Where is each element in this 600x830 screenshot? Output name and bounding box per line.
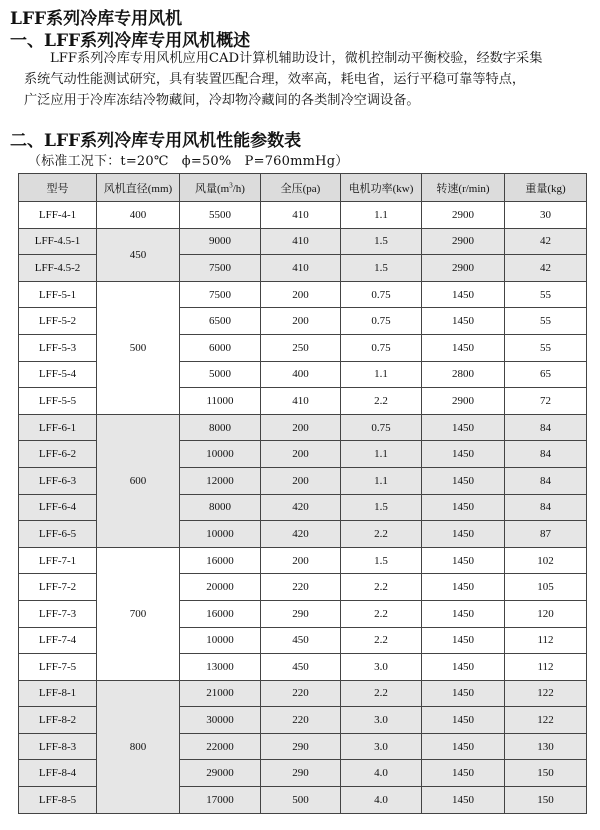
cell-weight: 112 bbox=[505, 654, 587, 681]
cell-weight: 72 bbox=[505, 388, 587, 415]
cell-speed: 1450 bbox=[422, 654, 505, 681]
overview-line-3: 广泛应用于冷库冻结冷物藏间，冷却物冷藏间的各类制冷空调设备。 bbox=[24, 93, 420, 108]
cell-speed: 1450 bbox=[422, 467, 505, 494]
cell-airflow: 30000 bbox=[180, 707, 261, 734]
cell-weight: 130 bbox=[505, 733, 587, 760]
cell-pressure: 410 bbox=[261, 228, 341, 255]
header-pressure: 全压(pa) bbox=[261, 174, 341, 202]
cell-pressure: 250 bbox=[261, 334, 341, 361]
cell-power: 3.0 bbox=[341, 733, 422, 760]
cell-weight: 150 bbox=[505, 760, 587, 787]
cell-power: 1.1 bbox=[341, 467, 422, 494]
cell-model: LFF-5-4 bbox=[19, 361, 97, 388]
cell-model: LFF-5-5 bbox=[19, 388, 97, 415]
cell-diameter: 500 bbox=[97, 281, 180, 414]
cell-model: LFF-8-1 bbox=[19, 680, 97, 707]
cell-airflow: 21000 bbox=[180, 680, 261, 707]
cell-speed: 1450 bbox=[422, 787, 505, 814]
cell-pressure: 220 bbox=[261, 574, 341, 601]
cell-airflow: 10000 bbox=[180, 627, 261, 654]
cell-model: LFF-8-2 bbox=[19, 707, 97, 734]
cell-power: 1.5 bbox=[341, 547, 422, 574]
cell-speed: 1450 bbox=[422, 441, 505, 468]
cell-airflow: 7500 bbox=[180, 281, 261, 308]
cell-pressure: 220 bbox=[261, 707, 341, 734]
cell-weight: 150 bbox=[505, 787, 587, 814]
cell-speed: 2900 bbox=[422, 202, 505, 229]
cell-model: LFF-5-3 bbox=[19, 334, 97, 361]
section2-heading: 二、LFF系列冷库专用风机性能参数表 bbox=[10, 131, 302, 151]
header-airflow bbox=[180, 174, 261, 202]
cell-model: LFF-4.5-1 bbox=[19, 228, 97, 255]
cell-weight: 42 bbox=[505, 228, 587, 255]
cell-power: 0.75 bbox=[341, 281, 422, 308]
cell-power: 1.5 bbox=[341, 494, 422, 521]
section1-heading: 一、LFF系列冷库专用风机概述 bbox=[10, 31, 251, 51]
cell-pressure: 450 bbox=[261, 654, 341, 681]
cell-weight: 30 bbox=[505, 202, 587, 229]
overview-line-1: LFF系列冷库专用风机应用CAD计算机辅助设计，微机控制动平衡校验，经数字采集 bbox=[50, 51, 543, 66]
cell-model: LFF-7-4 bbox=[19, 627, 97, 654]
cell-pressure: 200 bbox=[261, 308, 341, 335]
cell-power: 0.75 bbox=[341, 334, 422, 361]
document-title: LFF系列冷库专用风机 bbox=[10, 9, 183, 29]
cell-speed: 1450 bbox=[422, 521, 505, 548]
header-diameter: 风机直径(mm) bbox=[97, 174, 180, 202]
cell-speed: 1450 bbox=[422, 414, 505, 441]
cell-pressure: 200 bbox=[261, 467, 341, 494]
cell-airflow: 29000 bbox=[180, 760, 261, 787]
cell-power: 2.2 bbox=[341, 600, 422, 627]
cell-pressure: 500 bbox=[261, 787, 341, 814]
cell-weight: 112 bbox=[505, 627, 587, 654]
performance-table bbox=[18, 173, 587, 814]
cell-model: LFF-7-3 bbox=[19, 600, 97, 627]
cell-model: LFF-6-4 bbox=[19, 494, 97, 521]
cell-model: LFF-7-5 bbox=[19, 654, 97, 681]
cell-weight: 55 bbox=[505, 334, 587, 361]
header-power: 电机功率(kw) bbox=[341, 174, 422, 202]
table-row bbox=[19, 547, 587, 574]
cell-power: 0.75 bbox=[341, 308, 422, 335]
cell-power: 3.0 bbox=[341, 654, 422, 681]
cell-model: LFF-7-2 bbox=[19, 574, 97, 601]
cell-airflow: 10000 bbox=[180, 521, 261, 548]
cell-model: LFF-4.5-2 bbox=[19, 255, 97, 282]
cell-airflow: 6000 bbox=[180, 334, 261, 361]
cell-pressure: 290 bbox=[261, 733, 341, 760]
cell-power: 0.75 bbox=[341, 414, 422, 441]
cell-pressure: 450 bbox=[261, 627, 341, 654]
cell-speed: 2900 bbox=[422, 255, 505, 282]
cell-diameter: 450 bbox=[97, 228, 180, 281]
header-airflow-tail: /h) bbox=[232, 182, 245, 195]
header-speed: 转速(r/min) bbox=[422, 174, 505, 202]
cell-speed: 1450 bbox=[422, 281, 505, 308]
cell-power: 1.5 bbox=[341, 255, 422, 282]
cell-speed: 1450 bbox=[422, 600, 505, 627]
cell-pressure: 200 bbox=[261, 547, 341, 574]
cell-speed: 1450 bbox=[422, 680, 505, 707]
cell-speed: 1450 bbox=[422, 547, 505, 574]
cell-model: LFF-4-1 bbox=[19, 202, 97, 229]
cell-airflow: 22000 bbox=[180, 733, 261, 760]
cell-pressure: 410 bbox=[261, 255, 341, 282]
cell-model: LFF-6-3 bbox=[19, 467, 97, 494]
cell-airflow: 16000 bbox=[180, 600, 261, 627]
cell-weight: 122 bbox=[505, 707, 587, 734]
cell-power: 1.1 bbox=[341, 441, 422, 468]
cell-pressure: 200 bbox=[261, 441, 341, 468]
cell-weight: 84 bbox=[505, 467, 587, 494]
cell-speed: 1450 bbox=[422, 627, 505, 654]
cell-airflow: 6500 bbox=[180, 308, 261, 335]
cell-airflow: 9000 bbox=[180, 228, 261, 255]
cell-weight: 84 bbox=[505, 414, 587, 441]
cell-weight: 102 bbox=[505, 547, 587, 574]
table-row bbox=[19, 228, 587, 255]
overview-line-2: 系统气动性能测试研究，具有装置匹配合理，效率高，耗电省，运行平稳可靠等特点， bbox=[24, 72, 526, 87]
cell-airflow: 11000 bbox=[180, 388, 261, 415]
cell-weight: 122 bbox=[505, 680, 587, 707]
table-header-row bbox=[19, 174, 587, 202]
cell-weight: 120 bbox=[505, 600, 587, 627]
cell-model: LFF-6-5 bbox=[19, 521, 97, 548]
header-weight: 重量(kg) bbox=[505, 174, 587, 202]
cell-diameter: 400 bbox=[97, 202, 180, 229]
cell-model: LFF-8-4 bbox=[19, 760, 97, 787]
cell-weight: 55 bbox=[505, 308, 587, 335]
cell-airflow: 5500 bbox=[180, 202, 261, 229]
cell-diameter: 600 bbox=[97, 414, 180, 547]
cell-airflow: 17000 bbox=[180, 787, 261, 814]
cell-pressure: 290 bbox=[261, 600, 341, 627]
cell-model: LFF-7-1 bbox=[19, 547, 97, 574]
cell-speed: 1450 bbox=[422, 334, 505, 361]
cell-speed: 1450 bbox=[422, 574, 505, 601]
cell-model: LFF-8-3 bbox=[19, 733, 97, 760]
table-row bbox=[19, 414, 587, 441]
cell-speed: 1450 bbox=[422, 494, 505, 521]
cell-power: 2.2 bbox=[341, 521, 422, 548]
cell-airflow: 7500 bbox=[180, 255, 261, 282]
header-airflow-label: 风量(m bbox=[195, 182, 230, 195]
cell-pressure: 200 bbox=[261, 414, 341, 441]
cell-diameter: 800 bbox=[97, 680, 180, 813]
cell-power: 4.0 bbox=[341, 787, 422, 814]
table-row bbox=[19, 281, 587, 308]
cell-airflow: 12000 bbox=[180, 467, 261, 494]
cell-pressure: 200 bbox=[261, 281, 341, 308]
table-row bbox=[19, 680, 587, 707]
cell-power: 1.5 bbox=[341, 228, 422, 255]
cell-airflow: 13000 bbox=[180, 654, 261, 681]
header-airflow-sup: 3 bbox=[229, 180, 233, 189]
cell-weight: 84 bbox=[505, 441, 587, 468]
table-row bbox=[19, 202, 587, 229]
cell-diameter: 700 bbox=[97, 547, 180, 680]
cell-speed: 1450 bbox=[422, 707, 505, 734]
cell-power: 1.1 bbox=[341, 361, 422, 388]
cell-pressure: 420 bbox=[261, 521, 341, 548]
cell-weight: 55 bbox=[505, 281, 587, 308]
cell-airflow: 8000 bbox=[180, 494, 261, 521]
cell-speed: 1450 bbox=[422, 760, 505, 787]
cell-airflow: 10000 bbox=[180, 441, 261, 468]
cell-speed: 1450 bbox=[422, 733, 505, 760]
cell-speed: 1450 bbox=[422, 308, 505, 335]
header-model: 型号 bbox=[19, 174, 97, 202]
cell-airflow: 8000 bbox=[180, 414, 261, 441]
cell-airflow: 20000 bbox=[180, 574, 261, 601]
cell-power: 1.1 bbox=[341, 202, 422, 229]
cell-speed: 2900 bbox=[422, 228, 505, 255]
overview-paragraph bbox=[24, 48, 580, 111]
cell-power: 2.2 bbox=[341, 388, 422, 415]
cell-airflow: 16000 bbox=[180, 547, 261, 574]
cell-pressure: 410 bbox=[261, 202, 341, 229]
cell-power: 4.0 bbox=[341, 760, 422, 787]
cell-model: LFF-8-5 bbox=[19, 787, 97, 814]
cell-weight: 65 bbox=[505, 361, 587, 388]
cell-power: 2.2 bbox=[341, 574, 422, 601]
cell-model: LFF-5-2 bbox=[19, 308, 97, 335]
cell-airflow: 5000 bbox=[180, 361, 261, 388]
cell-power: 3.0 bbox=[341, 707, 422, 734]
cell-pressure: 410 bbox=[261, 388, 341, 415]
cell-speed: 2800 bbox=[422, 361, 505, 388]
cell-power: 2.2 bbox=[341, 627, 422, 654]
cell-weight: 42 bbox=[505, 255, 587, 282]
cell-pressure: 290 bbox=[261, 760, 341, 787]
cell-power: 2.2 bbox=[341, 680, 422, 707]
cell-model: LFF-6-1 bbox=[19, 414, 97, 441]
cell-speed: 2900 bbox=[422, 388, 505, 415]
cell-pressure: 400 bbox=[261, 361, 341, 388]
cell-model: LFF-5-1 bbox=[19, 281, 97, 308]
table-body bbox=[19, 202, 587, 814]
cell-weight: 105 bbox=[505, 574, 587, 601]
cell-model: LFF-6-2 bbox=[19, 441, 97, 468]
cell-weight: 84 bbox=[505, 494, 587, 521]
standard-conditions: （标准工况下：t=20℃ ϕ=50% P=760mmHg） bbox=[28, 154, 349, 169]
cell-pressure: 220 bbox=[261, 680, 341, 707]
cell-pressure: 420 bbox=[261, 494, 341, 521]
cell-weight: 87 bbox=[505, 521, 587, 548]
